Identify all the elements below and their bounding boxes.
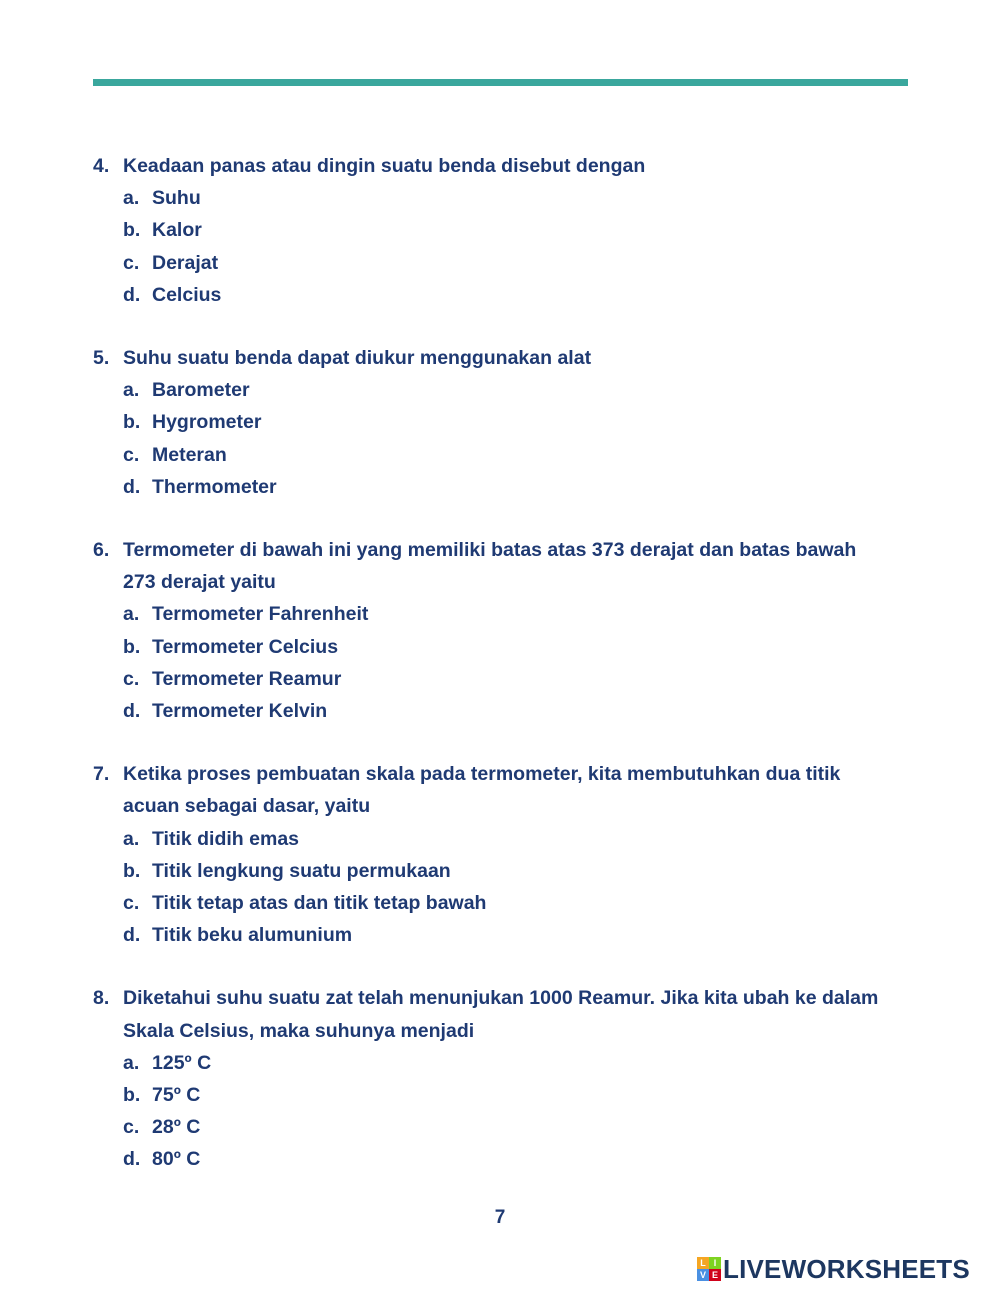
liveworksheets-brand <box>697 1254 970 1284</box>
option-b[interactable] <box>123 631 913 663</box>
question-text-continued: acuan sebagai dasar, yaitu <box>123 795 371 818</box>
option-letter: c. <box>123 443 140 466</box>
option-text: Thermometer <box>152 475 277 498</box>
option-a[interactable] <box>123 374 913 406</box>
option-a[interactable] <box>123 598 913 630</box>
option-letter: d. <box>123 1148 141 1171</box>
option-c[interactable] <box>123 663 913 695</box>
option-text: Termometer Fahrenheit <box>152 603 369 626</box>
option-text: Titik didih emas <box>152 827 300 850</box>
option-letter: a. <box>123 187 140 210</box>
option-d[interactable] <box>123 471 913 503</box>
option-text: Suhu <box>152 187 201 210</box>
option-b[interactable] <box>123 1079 913 1111</box>
option-d[interactable] <box>123 1143 913 1175</box>
option-text: Titik tetap atas dan titik tetap bawah <box>152 892 487 915</box>
option-text: 75º C <box>152 1084 201 1107</box>
option-list <box>93 598 913 727</box>
question-number: 6. <box>93 539 110 562</box>
option-letter: a. <box>123 379 140 402</box>
question-text: Ketika proses pembuatan skala pada termometer, kita membutuhkan dua titik <box>123 763 841 786</box>
question-text-continued: Skala Celsius, maka suhunya menjadi <box>123 1019 475 1042</box>
option-text: Celcius <box>152 283 222 306</box>
option-letter: d. <box>123 283 141 306</box>
option-a[interactable] <box>123 823 913 855</box>
option-text: 28º C <box>152 1116 201 1139</box>
option-letter: b. <box>123 219 141 242</box>
brand-name: LIVEWORKSHEETS <box>723 1254 970 1284</box>
option-text: Kalor <box>152 219 202 242</box>
question-8 <box>93 982 913 1175</box>
option-letter: a. <box>123 603 140 626</box>
question-text: Suhu suatu benda dapat diukur menggunakan alat <box>123 347 592 370</box>
option-letter: c. <box>123 1116 140 1139</box>
question-7 <box>93 758 913 951</box>
option-text: Hygrometer <box>152 411 262 434</box>
option-c[interactable] <box>123 247 913 279</box>
option-text: 125º C <box>152 1051 212 1074</box>
option-letter: c. <box>123 667 140 690</box>
option-letter: b. <box>123 859 141 882</box>
option-list <box>93 823 913 952</box>
option-d[interactable] <box>123 279 913 311</box>
question-5 <box>93 342 913 503</box>
question-text-continued: 273 derajat yaitu <box>123 571 276 594</box>
top-accent-rule <box>93 79 908 86</box>
option-letter: d. <box>123 924 141 947</box>
question-text: Keadaan panas atau dingin suatu benda disebut dengan <box>123 155 646 177</box>
option-text: Meteran <box>152 443 227 466</box>
option-letter: b. <box>123 1084 141 1107</box>
option-b[interactable] <box>123 214 913 246</box>
question-number: 4. <box>93 155 110 177</box>
option-letter: d. <box>123 475 141 498</box>
option-a[interactable] <box>123 182 913 214</box>
option-text: Termometer Reamur <box>152 667 342 690</box>
option-letter: c. <box>123 892 140 915</box>
option-d[interactable] <box>123 919 913 951</box>
option-list <box>93 1047 913 1176</box>
option-c[interactable] <box>123 439 913 471</box>
option-text: Termometer Celcius <box>152 635 339 658</box>
liveworksheets-logo-icon: L I V E <box>697 1257 721 1281</box>
option-a[interactable] <box>123 1047 913 1079</box>
option-text: Titik beku alumunium <box>152 924 353 947</box>
question-list <box>93 150 913 1207</box>
question-4 <box>93 150 913 311</box>
option-text: 80º C <box>152 1148 201 1171</box>
option-list <box>93 374 913 503</box>
option-letter: d. <box>123 700 141 723</box>
option-letter: c. <box>123 251 140 274</box>
option-text: Derajat <box>152 251 219 274</box>
option-b[interactable] <box>123 406 913 438</box>
question-number: 7. <box>93 763 110 786</box>
option-letter: a. <box>123 827 140 850</box>
question-number: 8. <box>93 987 110 1010</box>
option-b[interactable] <box>123 855 913 887</box>
option-letter: b. <box>123 635 141 658</box>
option-c[interactable] <box>123 1111 913 1143</box>
option-c[interactable] <box>123 887 913 919</box>
page-number: 7 <box>494 1207 506 1228</box>
option-text: Termometer Kelvin <box>152 700 328 723</box>
question-number: 5. <box>93 347 110 370</box>
question-6 <box>93 534 913 727</box>
option-letter: b. <box>123 411 141 434</box>
option-letter: a. <box>123 1051 140 1074</box>
option-text: Titik lengkung suatu permukaan <box>152 859 451 882</box>
option-list <box>93 182 913 311</box>
option-text: Barometer <box>152 379 250 402</box>
question-text: Termometer di bawah ini yang memiliki batas atas 373 derajat dan batas bawah <box>123 539 857 562</box>
question-text: Diketahui suhu suatu zat telah menunjukan 1000 Reamur. Jika kita ubah ke dalam <box>123 987 879 1010</box>
option-d[interactable] <box>123 695 913 727</box>
